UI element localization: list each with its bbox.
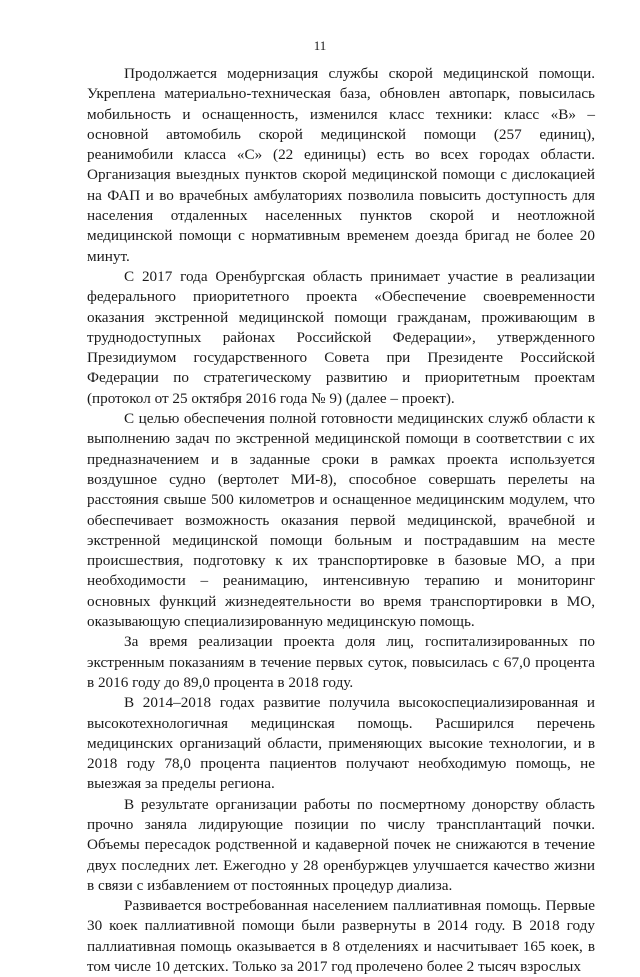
paragraph-federal-project: С 2017 года Оренбургская область принимает участие в реализации федерального приоритетного проекта «Обеспечение своевременности оказания экстренной медицинской помощи гражданам, проживающим в труднодоступных районах Российской Федерации», утвержденного Президиумом государственного Совета при Президенте Российской Федерации по стратегическому развитию и приоритетным проектам (протокол от 25 октября 2016 года № 9) (далее – проект).: [87, 267, 595, 407]
paragraph-high-tech-care: В 2014–2018 годах развитие получила высокоспециализированная и высокотехнологичная медицинская помощь. Расширился перечень медицинских организаций области, применяющих высокие технологии, и в 2018 году 78,0 процента пациентов получают необходимую помощь, не выезжая за пределы региона.: [87, 694, 595, 793]
paragraph-palliative-care: Развивается востребованная населением паллиативная помощь. Первые 30 коек паллиативной помощи были развернуты в 2014 году. В 2018 году паллиативная помощь оказывается в 8 отделениях и насчитывает 165 коек, в том числе 10 детских. Только за 2017 год пролечено более 2 тысяч взрослых: [87, 897, 595, 976]
page-number: 11: [313, 38, 327, 53]
paragraph-hospitalization-share: За время реализации проекта доля лиц, госпитализированных по экстренным показаниям в течение первых суток, повысилась с 67,0 процента в 2016 году до 89,0 процента в 2018 году.: [87, 633, 595, 691]
document-body: [87, 64, 595, 977]
paragraph-organ-donation: В результате организации работы по посмертному донорству область прочно заняла лидирующие позиции по числу трансплантаций почки. Объемы пересадок родственной и кадаверной почек не снижаются в течение двух последних лет. Ежегодно у 28 оренбуржцев улучшается качество жизни в связи с избавлением от постоянных процедур диализа.: [87, 795, 595, 894]
paragraph-ambulance-modernization: Продолжается модернизация службы скорой медицинской помощи. Укреплена материально-техническая база, обновлен автопарк, повысилась мобильность и оснащенность, изменился класс техники: класс «В» – основной автомобиль скорой медицинской помощи (257 единиц), реанимобили класса «С» (22 единицы) есть во всех городах области. Организация выездных пунктов скорой медицинской помощи с дислокацией на ФАП и во врачебных амбулаториях позволила повысить доступность для населения отдаленных населенных пунктов скорой и неотложной медицинской помощи с нормативным временем доезда бригад не более 20 минут.: [87, 65, 595, 265]
paragraph-air-ambulance: С целью обеспечения полной готовности медицинских служб области к выполнению задач по экстренной медицинской помощи в соответствии с их предназначением и в заданные сроки в рамках проекта используется воздушное судно (вертолет МИ-8), способное совершать перелеты на расстояния свыше 500 километров и оснащенное медицинским модулем, что обеспечивает возможность оказания первой медицинской, врачебной и экстренной медицинской помощи больным и пострадавшим на месте происшествия, подготовку к их транспортировке в базовые МО, а при необходимости – реанимацию, интенсивную терапию и мониторинг основных функций жизнедеятельности во время транспортировки в МО, оказывающую специализированную медицинскую помощь.: [87, 410, 595, 631]
